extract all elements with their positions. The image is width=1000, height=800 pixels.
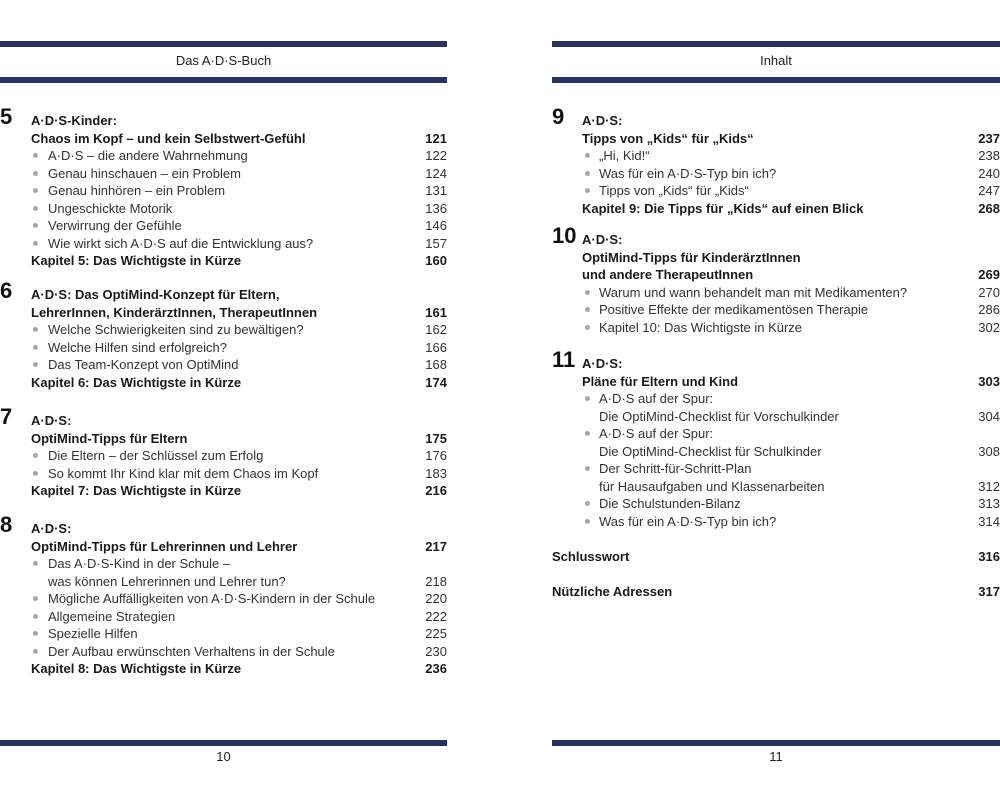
- entry-page-number: 166: [425, 339, 447, 355]
- entry-page-number: 313: [978, 496, 1000, 511]
- entry-title: Was für ein A·D·S-Typ bin ich?: [599, 513, 777, 529]
- bullet-icon: [585, 396, 590, 401]
- toc-entry: [552, 373, 1000, 391]
- toc-standalone-entry: [552, 548, 1000, 566]
- chapter-6: [0, 278, 447, 391]
- toc-entry: [0, 304, 447, 322]
- entry-title: A·D·S – die andere Wahrnehmung: [48, 148, 248, 163]
- toc-subentry: [0, 356, 447, 374]
- toc-subentry: [552, 301, 1000, 319]
- toc-entry: [552, 231, 1000, 249]
- entry-title: A·D·S: Das OptiMind-Konzept für Eltern,: [31, 287, 280, 302]
- entry-title: „Hi, Kid!“: [599, 148, 650, 163]
- entry-page-number: 162: [425, 322, 447, 337]
- toc-entry: [552, 478, 1000, 496]
- chapter-number: 10: [552, 223, 577, 248]
- entry-page-number: 240: [978, 165, 1000, 181]
- entry-page-number: 174: [425, 374, 447, 390]
- entry-title: A·D·S:: [582, 232, 623, 247]
- entry-page-number: 238: [978, 148, 1000, 163]
- toc-subentry: [552, 425, 1000, 443]
- toc-entry: [552, 443, 1000, 461]
- toc-subentry: [0, 321, 447, 339]
- entry-page-number: 222: [425, 608, 447, 624]
- toc-subentry: [0, 147, 447, 165]
- running-header: Das A·D·S-Buch: [175, 53, 272, 68]
- toc-entry: [0, 286, 447, 304]
- toc-subentry: [0, 447, 447, 465]
- entry-page-number: 303: [978, 373, 1000, 389]
- chapter-11: [552, 347, 1000, 530]
- bullet-icon: [33, 188, 38, 193]
- entry-title: Spezielle Hilfen: [48, 626, 138, 641]
- left-page: [0, 0, 447, 800]
- chapter-number: 5: [0, 104, 13, 129]
- page-number: 11: [769, 749, 783, 764]
- toc-entry: [552, 200, 1000, 218]
- entry-title: und andere TherapeutInnen: [582, 267, 754, 282]
- entry-title: Wie wirkt sich A·D·S auf die Entwicklung aus?: [48, 235, 314, 251]
- entry-title: Der Schritt-für-Schritt-Plan: [599, 461, 752, 476]
- entry-page-number: 237: [978, 130, 1000, 146]
- entry-page-number: 286: [978, 302, 1000, 317]
- bullet-icon: [585, 307, 590, 312]
- entry-title: Der Aufbau erwünschten Verhaltens in der Schule: [48, 643, 335, 659]
- entry-page-number: 218: [425, 573, 447, 589]
- entry-title: Die Eltern – der Schlüssel zum Erfolg: [48, 448, 264, 463]
- entry-page-number: 302: [978, 319, 1000, 335]
- toc-subentry: [552, 495, 1000, 513]
- bullet-icon: [33, 153, 38, 158]
- entry-title: A·D·S auf der Spur:: [599, 426, 714, 441]
- toc-subentry: [552, 147, 1000, 165]
- right-page: [552, 0, 1000, 800]
- entry-title: Schlusswort: [552, 549, 630, 564]
- entry-page-number: 168: [425, 357, 447, 372]
- entry-title: für Hausaufgaben und Klassenarbeiten: [599, 478, 825, 494]
- bullet-icon: [585, 466, 590, 471]
- entry-page-number: 269: [978, 267, 1000, 282]
- header-rule-bottom: [552, 77, 1000, 83]
- entry-page-number: 270: [978, 284, 1000, 300]
- entry-title: A·D·S:: [31, 413, 72, 428]
- entry-page-number: 236: [425, 661, 447, 676]
- entry-title: Die Schulstunden-Bilanz: [599, 496, 741, 511]
- bullet-icon: [585, 519, 590, 524]
- entry-page-number: 122: [425, 148, 447, 163]
- header-rule-top: [0, 41, 447, 47]
- toc-subentry: [552, 165, 1000, 183]
- bullet-icon: [585, 188, 590, 193]
- toc-subentry: [552, 390, 1000, 408]
- chapter-9: [552, 104, 1000, 217]
- entry-title: Pläne für Eltern und Kind: [582, 373, 739, 389]
- entry-page-number: 225: [425, 626, 447, 641]
- chapter-number: 8: [0, 512, 13, 537]
- entry-title: was können Lehrerinnen und Lehrer tun?: [48, 573, 286, 589]
- entry-page-number: 230: [425, 643, 447, 659]
- toc-entry: [552, 130, 1000, 148]
- toc-subentry: [552, 513, 1000, 531]
- footer-rule: [0, 740, 447, 746]
- entry-title: Das A·D·S-Kind in der Schule –: [48, 556, 231, 571]
- entry-title: Die OptiMind-Checklist für Vorschulkinder: [599, 408, 839, 424]
- entry-title: OptiMind-Tipps für Eltern: [31, 430, 188, 446]
- chapter-number: 7: [0, 404, 13, 429]
- entry-page-number: 124: [425, 165, 447, 181]
- entry-title: Mögliche Auffälligkeiten von A·D·S-Kindern in der Schule: [48, 591, 376, 606]
- entry-page-number: 183: [425, 465, 447, 481]
- entry-title: LehrerInnen, KinderärztInnen, TherapeutInnen: [31, 304, 318, 320]
- chapter-5: [0, 104, 447, 270]
- toc-subentry: [552, 182, 1000, 200]
- bullet-icon: [585, 325, 590, 330]
- bullet-icon: [33, 631, 38, 636]
- entry-page-number: 317: [978, 584, 1000, 599]
- toc-subentry: [0, 555, 447, 573]
- chapter-number: 11: [552, 347, 576, 372]
- entry-page-number: 161: [425, 304, 447, 320]
- entry-title: Kapitel 6: Das Wichtigste in Kürze: [31, 374, 242, 390]
- entry-title: Kapitel 5: Das Wichtigste in Kürze: [31, 253, 242, 268]
- entry-title: A·D·S-Kinder:: [31, 113, 117, 128]
- entry-title: Ungeschickte Motorik: [48, 200, 173, 216]
- entry-title: Welche Hilfen sind erfolgreich?: [48, 339, 227, 355]
- entry-page-number: 157: [425, 235, 447, 251]
- entry-title: OptiMind-Tipps für KinderärztInnen: [582, 249, 801, 265]
- toc-subentry: [0, 217, 447, 235]
- bullet-icon: [33, 596, 38, 601]
- bullet-icon: [33, 561, 38, 566]
- toc-entry: [0, 520, 447, 538]
- toc-entry: [0, 538, 447, 556]
- chapter-8: [0, 512, 447, 678]
- toc-subentry: [0, 643, 447, 661]
- bullet-icon: [33, 649, 38, 654]
- toc-entry: [552, 408, 1000, 426]
- toc-entry: [552, 548, 1000, 566]
- chapter-number: 9: [552, 104, 565, 129]
- bullet-icon: [33, 241, 38, 246]
- entry-title: Das Team-Konzept von OptiMind: [48, 357, 239, 372]
- entry-page-number: 308: [978, 443, 1000, 459]
- entry-page-number: 160: [425, 253, 447, 268]
- entry-title: Was für ein A·D·S-Typ bin ich?: [599, 165, 777, 181]
- chapter-7: [0, 404, 447, 500]
- entry-title: Welche Schwierigkeiten sind zu bewältigen?: [48, 322, 304, 337]
- entry-title: Tipps von „Kids“ für „Kids“: [582, 130, 754, 146]
- entry-title: Chaos im Kopf – und kein Selbstwert-Gefühl: [31, 130, 306, 146]
- entry-page-number: 217: [425, 538, 447, 554]
- toc-entry: [0, 112, 447, 130]
- bullet-icon: [33, 223, 38, 228]
- toc-entry: [0, 482, 447, 500]
- toc-entry: [552, 266, 1000, 284]
- toc-entry: [0, 412, 447, 430]
- bullet-icon: [33, 171, 38, 176]
- entry-title: Warum und wann behandelt man mit Medikamenten?: [599, 284, 908, 300]
- toc-subentry: [0, 590, 447, 608]
- bullet-icon: [33, 206, 38, 211]
- entry-title: Kapitel 10: Das Wichtigste in Kürze: [599, 319, 803, 335]
- toc-subentry: [0, 608, 447, 626]
- entry-title: Genau hinschauen – ein Problem: [48, 165, 241, 181]
- entry-title: Positive Effekte der medikamentösen Therapie: [599, 302, 869, 317]
- bullet-icon: [33, 345, 38, 350]
- entry-title: Allgemeine Strategien: [48, 608, 176, 624]
- entry-title: Genau hinhören – ein Problem: [48, 183, 226, 198]
- toc-entry: [0, 660, 447, 678]
- toc-entry: [552, 112, 1000, 130]
- bullet-icon: [585, 501, 590, 506]
- entry-page-number: 216: [425, 483, 447, 498]
- toc-entry: [552, 249, 1000, 267]
- entry-title: Die OptiMind-Checklist für Schulkinder: [599, 443, 822, 459]
- entry-title: So kommt Ihr Kind klar mit dem Chaos im Kopf: [48, 465, 319, 481]
- entry-page-number: 175: [425, 430, 447, 446]
- toc-entry: [0, 252, 447, 270]
- toc-entry: [0, 430, 447, 448]
- footer-rule: [552, 740, 1000, 746]
- toc-entry: [0, 130, 447, 148]
- toc-subentry: [0, 165, 447, 183]
- entry-title: A·D·S:: [31, 521, 72, 536]
- bullet-icon: [585, 290, 590, 295]
- entry-title: OptiMind-Tipps für Lehrerinnen und Lehrer: [31, 538, 298, 554]
- toc-entry: [552, 583, 1000, 601]
- bullet-icon: [585, 431, 590, 436]
- entry-title: Kapitel 9: Die Tipps für „Kids“ auf einen Blick: [582, 200, 864, 216]
- entry-page-number: 314: [978, 513, 1000, 529]
- bullet-icon: [33, 362, 38, 367]
- toc-entry: [0, 374, 447, 392]
- entry-page-number: 312: [978, 478, 1000, 494]
- toc-subentry: [0, 182, 447, 200]
- entry-title: Kapitel 7: Das Wichtigste in Kürze: [31, 483, 242, 498]
- toc-subentry: [552, 284, 1000, 302]
- toc-entry: [552, 355, 1000, 373]
- toc-subentry: [0, 200, 447, 218]
- toc-subentry: [0, 235, 447, 253]
- entry-page-number: 316: [978, 549, 1000, 564]
- chapter-10: [552, 223, 1000, 336]
- entry-title: A·D·S:: [582, 356, 623, 371]
- entry-title: Nützliche Adressen: [552, 584, 673, 599]
- toc-subentry: [0, 339, 447, 357]
- entry-page-number: 304: [978, 408, 1000, 424]
- entry-page-number: 136: [425, 200, 447, 216]
- bullet-icon: [33, 471, 38, 476]
- page-number: 10: [216, 749, 231, 764]
- entry-title: Kapitel 8: Das Wichtigste in Kürze: [31, 661, 242, 676]
- toc-standalone-entry: [552, 583, 1000, 601]
- entry-page-number: 220: [425, 591, 447, 606]
- toc-subentry: [552, 460, 1000, 478]
- entry-page-number: 176: [425, 448, 447, 463]
- bullet-icon: [33, 327, 38, 332]
- entry-title: A·D·S auf der Spur:: [599, 391, 714, 406]
- bullet-icon: [585, 171, 590, 176]
- entry-title: Verwirrung der Gefühle: [48, 218, 182, 233]
- toc-subentry: [0, 625, 447, 643]
- header-rule-top: [552, 41, 1000, 47]
- header-rule-bottom: [0, 77, 447, 83]
- bullet-icon: [33, 614, 38, 619]
- entry-page-number: 247: [978, 183, 1000, 198]
- entry-page-number: 268: [978, 200, 1000, 216]
- entry-page-number: 121: [425, 130, 447, 146]
- running-header: Inhalt: [760, 53, 792, 68]
- entry-title: Tipps von „Kids“ für „Kids“: [599, 183, 749, 198]
- bullet-icon: [585, 153, 590, 158]
- entry-page-number: 146: [425, 218, 447, 233]
- toc-subentry: [552, 319, 1000, 337]
- bullet-icon: [33, 453, 38, 458]
- toc-entry: [0, 573, 447, 591]
- entry-title: A·D·S:: [582, 113, 623, 128]
- toc-subentry: [0, 465, 447, 483]
- entry-page-number: 131: [425, 183, 447, 198]
- chapter-number: 6: [0, 278, 13, 303]
